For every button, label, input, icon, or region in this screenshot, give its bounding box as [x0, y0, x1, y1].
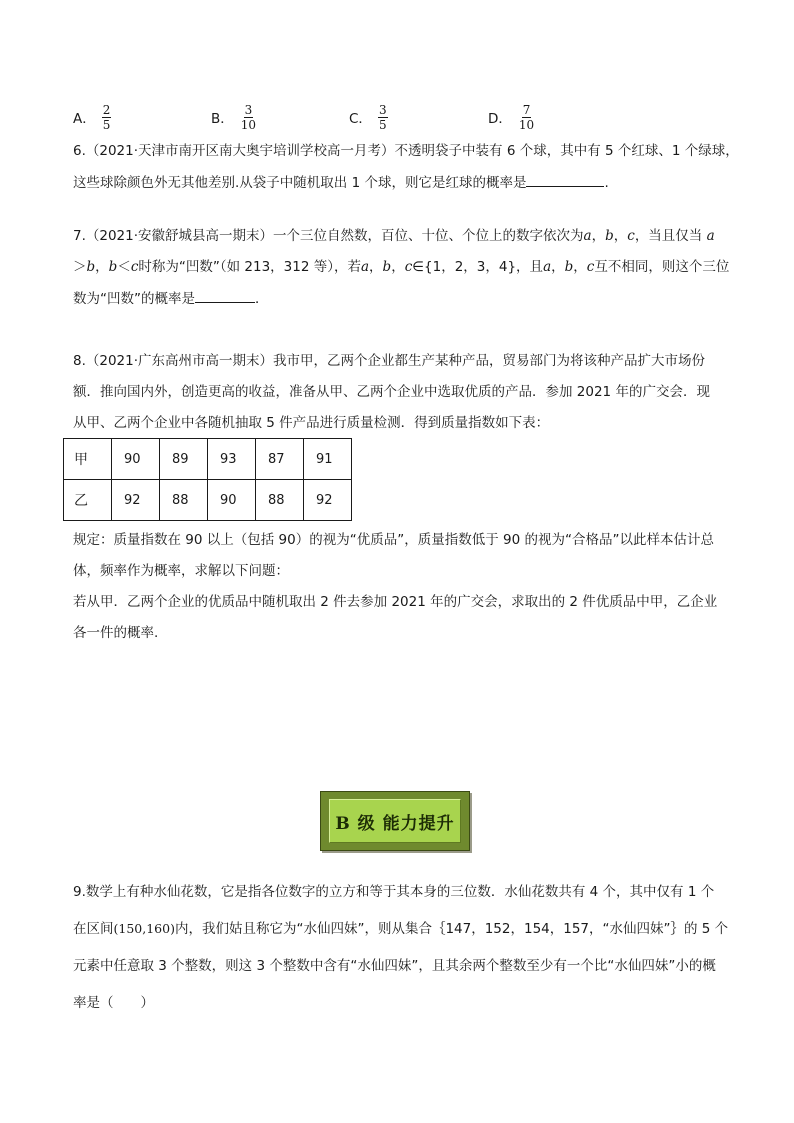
option-a[interactable] [73, 100, 111, 134]
option-d-label: D． [488, 111, 512, 127]
table-row-header: 乙 [64, 480, 112, 521]
table-row-header: 甲 [64, 439, 112, 480]
option-d-fraction [518, 103, 535, 132]
option-b-fraction [240, 103, 257, 132]
section-banner-inner [329, 799, 461, 843]
q6-line-2-end: . [604, 175, 609, 191]
table-cell: 89 [160, 439, 208, 480]
q7-var-b: b [605, 228, 614, 244]
option-c-numerator: 3 [378, 102, 387, 117]
q7-sep: ， [591, 228, 606, 244]
q6-line-2 [73, 172, 609, 193]
option-c-denominator: 5 [378, 117, 387, 132]
option-b-label: B． [211, 111, 234, 127]
q7-gt: ＞ [73, 259, 87, 275]
table-cell: 93 [208, 439, 256, 480]
q7-var-c: c [404, 259, 413, 275]
table-cell: 92 [112, 480, 160, 521]
q7-var-c: c [130, 259, 139, 275]
q7-var-b: b [564, 259, 574, 275]
q7-var-a: a [360, 259, 370, 275]
q7-var-c: c [586, 259, 595, 275]
q7-sep: ， [95, 259, 109, 275]
option-d-denominator: 10 [518, 117, 535, 132]
table-cell: 90 [112, 439, 160, 480]
table-cell: 88 [160, 480, 208, 521]
quality-index-table [63, 438, 352, 521]
q9-line-4: 率是（ ） [73, 995, 154, 1011]
table-row-jia [64, 439, 352, 480]
q9-interval: (150,160) [113, 921, 175, 936]
q9-line-2 [73, 919, 728, 939]
q7-line-1 [73, 226, 715, 246]
q7-line-1-pre: 7.（2021·安徽舒城县高一期末）一个三位自然数，百位、十位、个位上的数字依次为 [73, 228, 584, 244]
q8-ask-line-1: 若从甲．乙两个企业的优质品中随机取出 2 件去参加 2021 年的广交会，求取出的 2 件优质品中甲，乙企业 [73, 594, 718, 610]
q8-ask-line-2: 各一件的概率. [73, 625, 159, 641]
q7-var-a: a [543, 259, 552, 275]
q7-line-2 [73, 257, 729, 277]
table-cell: 91 [304, 439, 352, 480]
option-a-label: A． [73, 111, 96, 127]
q7-line-1-post: ，当且仅当 [634, 228, 703, 244]
q7-var-b: b [382, 259, 392, 275]
q8-line-2: 额．推向国内外，创造更高的收益，准备从甲、乙两个企业中选取优质的产品．参加 2021 年的广交会．现 [73, 384, 710, 400]
q7-line-3 [73, 288, 269, 309]
option-b-denominator: 10 [240, 117, 257, 132]
q7-lt: ＜ [117, 259, 131, 275]
option-c[interactable] [349, 100, 388, 134]
q7-line-2-post: 互不相同，则这个三位 [594, 259, 730, 275]
q7-var-a: a [583, 228, 592, 244]
q7-sep: ， [551, 259, 565, 275]
q7-var-c: c [627, 228, 635, 244]
q7-sep: ， [391, 259, 405, 275]
q7-var-b: b [108, 259, 118, 275]
q7-line-3-text: 数为“凹数”的概率是 [73, 291, 195, 307]
q8-rule-line-1: 规定：质量指数在 90 以上（包括 90）的视为“优质品”，质量指数低于 90 的视为“合格品”以此样本估计总 [73, 532, 714, 548]
q7-var-b: b [86, 259, 96, 275]
table-row-yi [64, 480, 352, 521]
q9-line-1: 9.数学上有种水仙花数，它是指各位数字的立方和等于其本身的三位数．水仙花数共有 4 个，其中仅有 1 个 [73, 884, 715, 900]
option-c-label: C． [349, 111, 372, 127]
q6-line-1: 6.（2021·天津市南开区南大奥宇培训学校高一月考）不透明袋子中装有 6 个球，其中有 5 个红球、1 个绿球， [73, 143, 739, 159]
option-c-fraction [378, 103, 388, 132]
q6-answer-blank[interactable] [526, 172, 604, 187]
option-a-denominator: 5 [102, 117, 111, 132]
q9-line-2-pre: 在区间 [73, 921, 114, 937]
option-a-fraction [102, 103, 112, 132]
table-cell: 90 [208, 480, 256, 521]
q7-var-a: a [706, 228, 715, 244]
option-b[interactable] [211, 100, 257, 134]
q9-line-2-post: 内，我们姑且称它为“水仙四妹”，则从集合｛147，152，154，157，“水仙四妹”｝的 5 个 [174, 921, 729, 937]
q6-line-2-text: 这些球除颜色外无其他差别.从袋子中随机取出 1 个球，则它是红球的概率是 [73, 175, 527, 191]
table-cell: 88 [256, 480, 304, 521]
q7-sep: ， [369, 259, 383, 275]
option-b-numerator: 3 [244, 102, 253, 117]
section-title: B 级 能力提升 [335, 813, 455, 834]
table-cell: 92 [304, 480, 352, 521]
q7-sep: ， [613, 228, 628, 244]
option-d[interactable] [488, 100, 535, 134]
section-banner [320, 791, 470, 851]
q7-line-2-in: ∈{1，2，3，4}，且 [412, 259, 544, 275]
q7-sep: ， [573, 259, 587, 275]
q9-line-3: 元素中任意取 3 个整数，则这 3 个整数中含有“水仙四妹”，且其余两个整数至少有一个比“水仙四妹”小的概 [73, 958, 716, 974]
q8-line-3: 从甲、乙两个企业中各随机抽取 5 件产品进行质量检测．得到质量指数如下表： [73, 415, 550, 431]
option-a-numerator: 2 [102, 102, 111, 117]
q7-answer-blank[interactable] [195, 288, 255, 303]
q8-line-1: 8.（2021·广东高州市高一期末）我市甲，乙两个企业都生产某种产品，贸易部门为将该种产品扩大市场份 [73, 353, 706, 369]
option-d-numerator: 7 [522, 102, 531, 117]
q7-line-3-end: ． [255, 291, 269, 307]
table-cell: 87 [256, 439, 304, 480]
q8-rule-line-2: 体，频率作为概率，求解以下问题： [73, 563, 289, 579]
q7-line-2-mid: 时称为“凹数”（如 213，312 等），若 [138, 259, 361, 275]
